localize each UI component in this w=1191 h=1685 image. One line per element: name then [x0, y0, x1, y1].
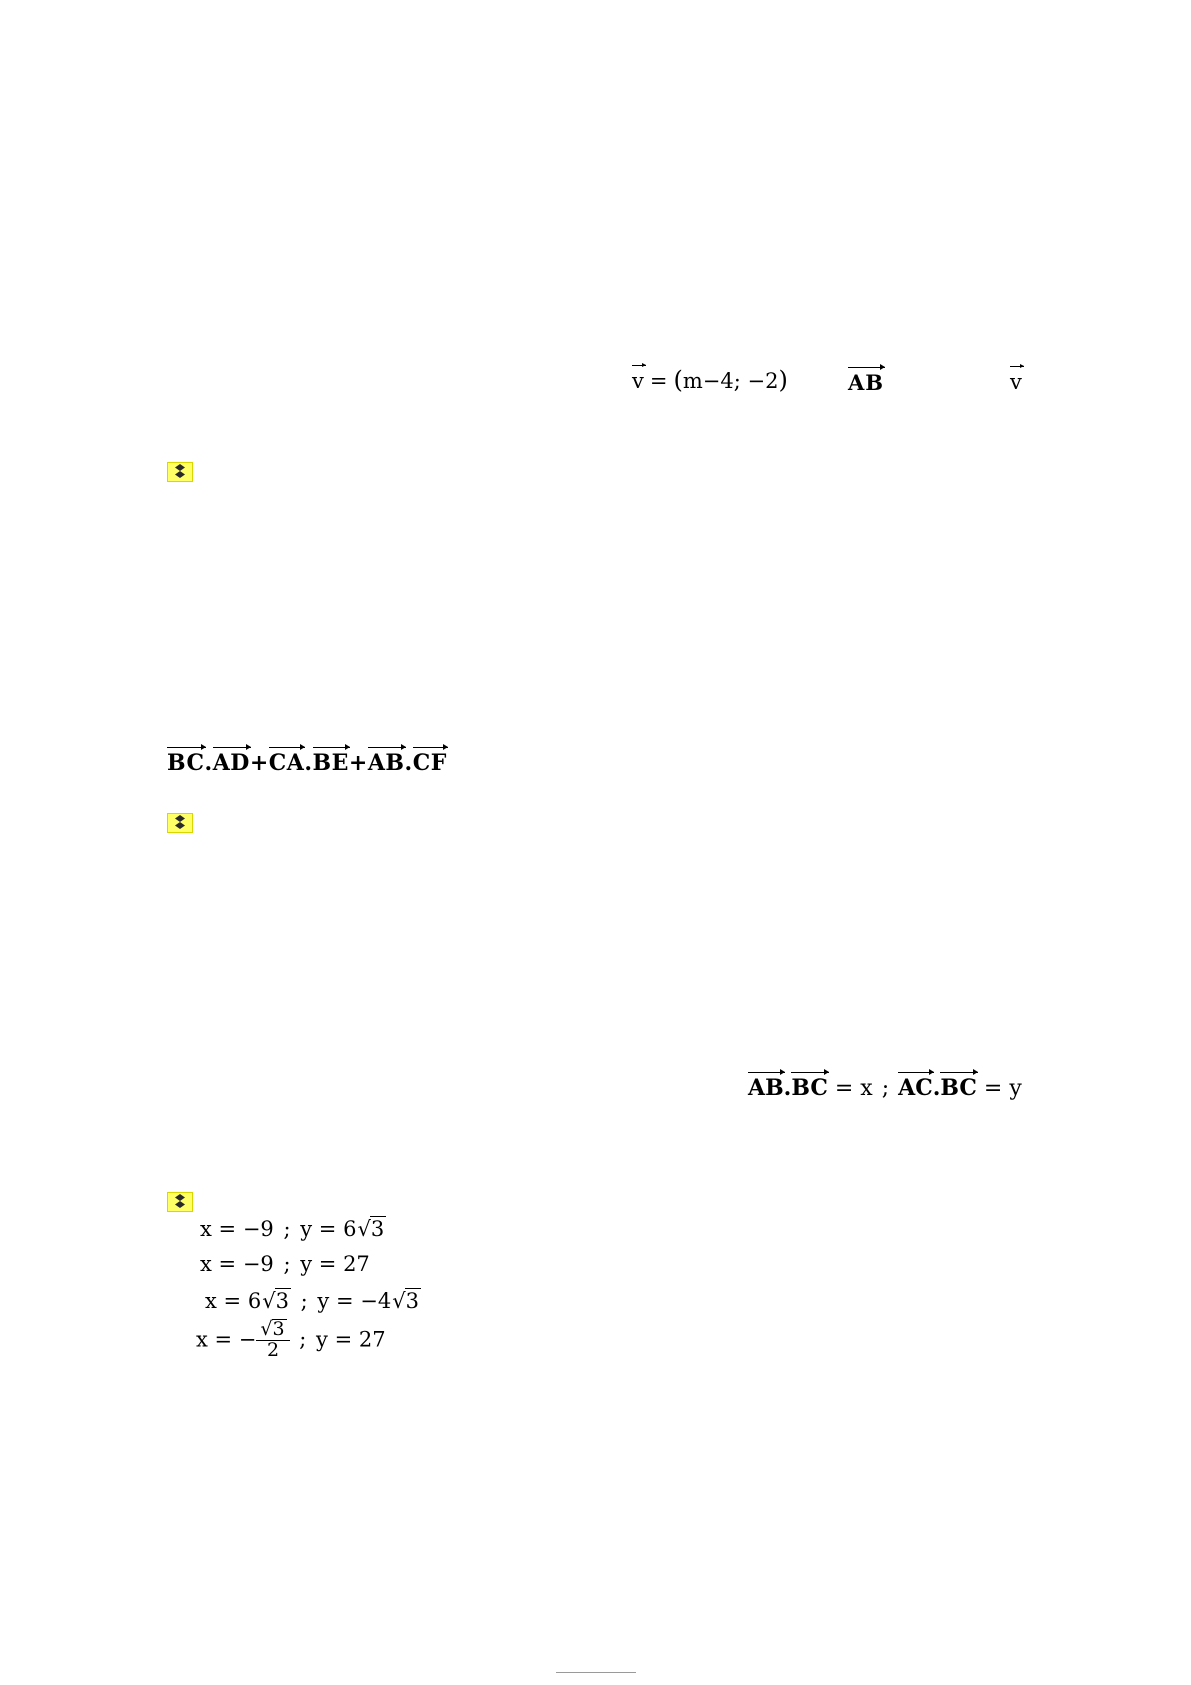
- answer-b-y-value: 27: [343, 1252, 370, 1276]
- vector-ab-2: AB: [367, 750, 405, 776]
- dot-3: .: [404, 750, 413, 776]
- answer-a-y-label: y =: [300, 1217, 337, 1241]
- vector-ca: CA: [268, 750, 305, 776]
- diamond-marker-icon: [174, 815, 186, 829]
- answer-c-sqrt-x: √3: [262, 1289, 289, 1313]
- equals-y: = y: [983, 1076, 1022, 1101]
- answer-c-sqrt-y: √3: [392, 1289, 419, 1313]
- answer-d-num: 3: [272, 1318, 285, 1340]
- answer-b-separator: ;: [283, 1252, 291, 1276]
- diamond-marker-icon-2: [167, 813, 193, 833]
- answer-option-b[interactable]: [200, 1252, 370, 1276]
- dot-2: .: [304, 750, 313, 776]
- dot-product-sum-expression: [167, 750, 447, 774]
- dot-product-system: [748, 1075, 1022, 1100]
- answer-c-y-radicand: 3: [405, 1289, 419, 1313]
- answer-a-separator: ;: [283, 1217, 291, 1241]
- vector-ac: AC: [898, 1075, 933, 1101]
- dot-5: .: [932, 1075, 941, 1101]
- vector-v-label: v: [1010, 370, 1022, 394]
- system-separator: ;: [881, 1076, 890, 1101]
- diamond-marker-icon: [174, 1194, 186, 1208]
- answer-d-separator: ;: [299, 1327, 307, 1352]
- answer-option-c[interactable]: [205, 1288, 421, 1313]
- answer-b-y-label: y =: [300, 1252, 337, 1276]
- footer-rule: [556, 1672, 636, 1673]
- plus-1: +: [249, 750, 269, 776]
- close-paren: ): [778, 366, 788, 394]
- vector-ad: AD: [212, 750, 250, 776]
- answer-a-x-value: −9: [242, 1217, 274, 1241]
- answer-d-y-label: y =: [316, 1327, 353, 1352]
- vector-v-symbol: v: [632, 369, 644, 393]
- equals-x: = x: [834, 1076, 873, 1101]
- answer-d-den: 2: [256, 1340, 289, 1361]
- vector-bc-2: BC: [791, 1075, 828, 1101]
- vector-v-inline: [1010, 372, 1022, 393]
- vector-be: BE: [312, 750, 349, 776]
- answer-b-x-value: −9: [242, 1252, 274, 1276]
- equals-sign: =: [649, 369, 668, 393]
- diamond-marker-icon-3: [167, 1192, 193, 1212]
- vector-components: m−4; −2: [682, 369, 779, 393]
- dot-4: .: [783, 1075, 792, 1101]
- diamond-marker-icon-1: [167, 462, 193, 482]
- answer-a-y-value: 6: [343, 1217, 357, 1241]
- vector-v-definition: [632, 368, 788, 392]
- answer-b-x-label: x =: [200, 1252, 237, 1276]
- answer-option-d[interactable]: [196, 1320, 386, 1362]
- answer-c-y-label: y =: [317, 1289, 354, 1313]
- answer-a-x-label: x =: [200, 1217, 237, 1241]
- answer-a-sqrt: √3: [357, 1217, 385, 1241]
- open-paren: (: [673, 366, 683, 394]
- answer-a-radicand: 3: [370, 1217, 385, 1241]
- vector-bc-3: BC: [940, 1075, 977, 1101]
- answer-c-x-label: x =: [205, 1289, 242, 1313]
- vector-cf: CF: [412, 750, 447, 776]
- answer-c-x-radicand: 3: [275, 1289, 289, 1313]
- dot-1: .: [204, 750, 213, 776]
- diamond-marker-icon: [174, 464, 186, 478]
- answer-option-a[interactable]: [200, 1216, 386, 1241]
- answer-c-x-value: 6: [247, 1289, 262, 1313]
- answer-d-fraction: $\frac{√3}{2}$: [256, 1319, 289, 1361]
- vector-ab-inline: [848, 370, 884, 393]
- vector-ab-3: AB: [748, 1075, 784, 1101]
- vector-bc-1: BC: [167, 750, 205, 776]
- answer-d-y-value: 27: [358, 1327, 386, 1352]
- answer-d-x-label: x = −: [196, 1327, 257, 1352]
- vector-ab-label: AB: [848, 370, 885, 395]
- plus-2: +: [348, 750, 368, 776]
- answer-c-y-value: −4: [360, 1289, 392, 1313]
- answer-c-separator: ;: [300, 1289, 308, 1313]
